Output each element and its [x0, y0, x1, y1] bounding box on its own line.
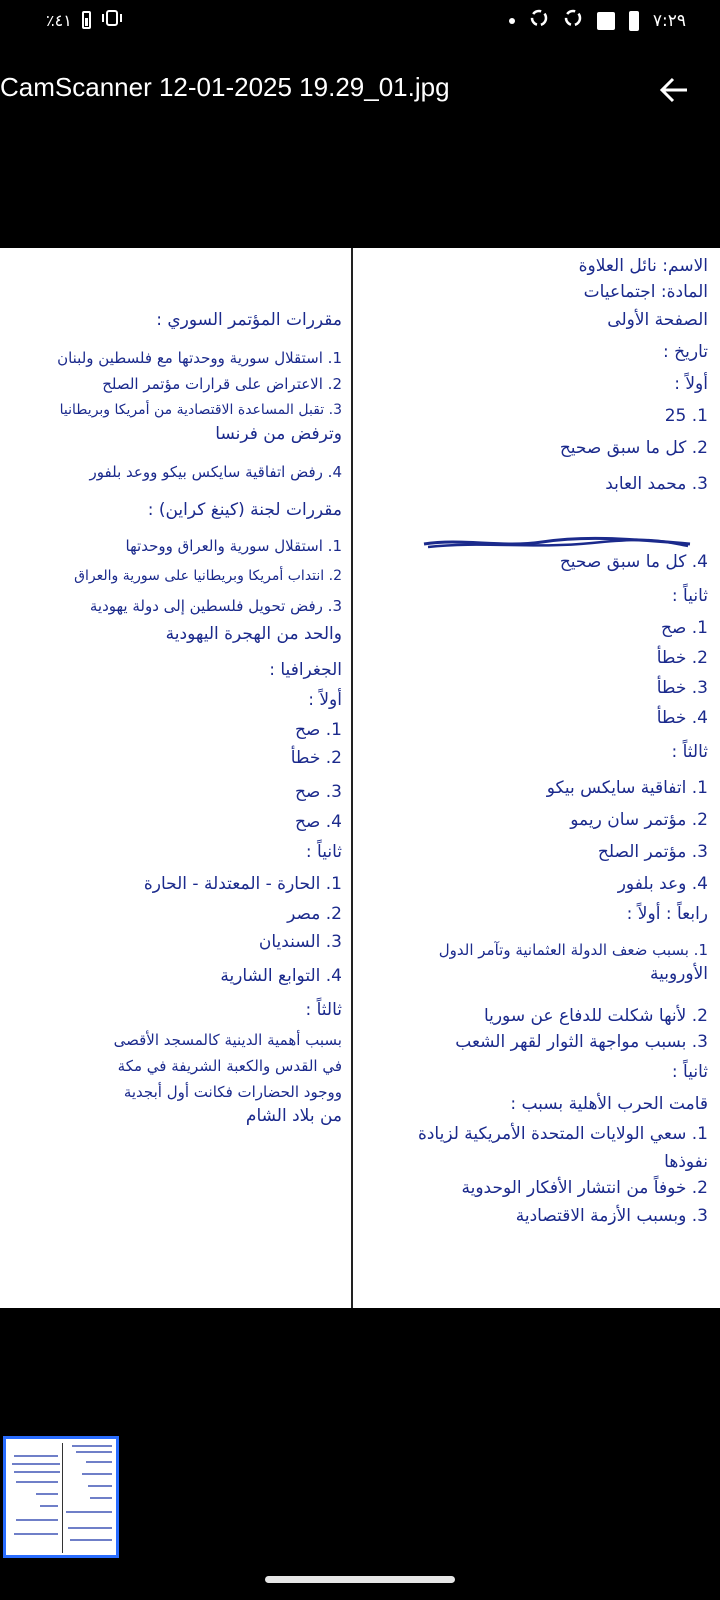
text-line: مقررات لجنة (كينغ كراين) :	[147, 500, 342, 520]
text-line: الاسم: نائل العلاوة	[578, 256, 708, 276]
thumbnail-line	[12, 1463, 60, 1465]
thumbnail-divider	[62, 1443, 63, 1553]
text-line: 2. انتداب أمريكا وبريطانيا على سورية والعراق	[74, 568, 342, 584]
app-notification-icon	[597, 12, 615, 30]
text-line: 2. خطأ	[290, 748, 342, 768]
text-line: نفوذها	[664, 1152, 708, 1172]
page-thumbnail[interactable]	[3, 1436, 119, 1558]
battery-icon	[82, 11, 91, 29]
text-line: ثانياً :	[671, 586, 708, 606]
text-line: 4. صح	[294, 812, 342, 832]
thumbnail-line	[14, 1533, 58, 1535]
thumbnail-line	[14, 1471, 60, 1473]
text-line: والحد من الهجرة اليهودية	[165, 624, 342, 644]
text-line: 1. استقلال سورية والعراق ووحدتها	[125, 537, 342, 555]
text-line: 3. صح	[294, 782, 342, 802]
thumbnail-line	[68, 1527, 112, 1529]
text-line: 3. رفض تحويل فلسطين إلى دولة يهودية	[89, 597, 342, 615]
text-line: 1. 25	[664, 406, 708, 426]
text-line: 2. خطأ	[656, 648, 708, 668]
text-line: 2. الاعتراض على قرارات مؤتمر الصلح	[102, 375, 342, 393]
clock: ٧:٢٩	[652, 10, 686, 31]
text-line: 4. وعد بلفور	[617, 874, 708, 894]
text-line: في القدس والكعبة الشريفة في مكة	[117, 1057, 342, 1075]
thumbnail-line	[72, 1445, 112, 1447]
text-line: 4. كل ما سبق صحيح	[559, 552, 708, 572]
text-line: أولاً :	[674, 374, 708, 394]
text-line: 3. مؤتمر الصلح	[597, 842, 708, 862]
back-button[interactable]	[654, 70, 694, 110]
text-line: ثانياً :	[671, 1062, 708, 1082]
text-line: المادة: اجتماعيات	[583, 282, 708, 302]
text-line: 1. الحارة - المعتدلة - الحارة	[143, 874, 342, 894]
battery-full-icon	[629, 11, 639, 31]
text-line: مقررات المؤتمر السوري :	[156, 310, 342, 330]
column-divider	[351, 248, 353, 1308]
sync-icon	[563, 8, 583, 33]
text-line: ثالثاً :	[671, 742, 708, 762]
thumbnail-line	[40, 1505, 58, 1507]
text-line: 1. سعي الولايات المتحدة الأمريكية لزيادة	[417, 1124, 708, 1144]
thumbnail-line	[36, 1493, 58, 1495]
text-line: 4. التوابع الشارية	[220, 966, 342, 986]
thumbnail-line	[16, 1519, 58, 1521]
battery-percent: ٪٤١	[46, 10, 72, 30]
text-line: ووجود الحضارات فكانت أول أبجدية	[123, 1083, 342, 1101]
home-indicator[interactable]	[265, 1576, 455, 1583]
text-line: ثانياً :	[305, 842, 342, 862]
text-line: 3. وبسبب الأزمة الاقتصادية	[515, 1206, 708, 1226]
status-right	[509, 8, 686, 33]
notification-dot-icon	[509, 18, 515, 24]
app-bar	[0, 60, 720, 120]
file-title: CamScanner 12-01-2025 19.29_01.jpg	[0, 72, 450, 102]
text-line: 2. لأنها شكلت للدفاع عن سوريا	[483, 1006, 708, 1026]
text-line: تاريخ :	[663, 342, 708, 362]
thumbnail-line	[88, 1485, 112, 1487]
text-line: وترفض من فرنسا	[215, 424, 342, 444]
status-left	[46, 10, 123, 30]
text-line: 1. اتفاقية سايكس بيكو	[546, 778, 708, 798]
vibrate-icon	[101, 10, 123, 30]
text-line: ثالثاً :	[305, 1000, 342, 1020]
scanned-document[interactable]	[0, 248, 720, 1308]
text-line: 3. محمد العابد	[605, 474, 708, 494]
text-line: 2. خوفاً من انتشار الأفكار الوحدوية	[461, 1178, 708, 1198]
text-line: 1. بسبب ضعف الدولة العثمانية وتآمر الدول	[438, 941, 708, 959]
text-line: 1. استقلال سورية ووحدتها مع فلسطين ولبنان	[57, 349, 342, 367]
text-line: قامت الحرب الأهلية بسبب :	[510, 1094, 708, 1114]
text-line: 3. خطأ	[656, 678, 708, 698]
text-line: 2. كل ما سبق صحيح	[559, 438, 708, 458]
thumbnail-line	[82, 1473, 112, 1475]
text-line: أولاً :	[308, 690, 342, 710]
crossed-out-scribble	[422, 536, 692, 550]
thumbnail-line	[86, 1461, 112, 1463]
status-bar	[0, 0, 720, 44]
text-line: الجغرافيا :	[269, 660, 342, 680]
thumbnail-line	[16, 1481, 58, 1483]
thumbnail-line	[14, 1455, 58, 1457]
thumbnail-line	[76, 1451, 112, 1453]
text-line: 2. مصر	[287, 904, 342, 924]
text-line: الأوروبية	[649, 964, 708, 984]
text-line: 3. السنديان	[258, 932, 342, 952]
thumbnail-line	[66, 1511, 112, 1513]
arrow-left-icon	[659, 77, 689, 103]
text-line: 4. خطأ	[656, 708, 708, 728]
thumbnail-line	[70, 1539, 112, 1541]
text-line: 3. تقبل المساعدة الاقتصادية من أمريكا وبريطانيا	[59, 402, 342, 418]
thumbnail-line	[90, 1497, 112, 1499]
text-line: رابعاً : أولاً :	[626, 904, 708, 924]
text-line: من بلاد الشام	[245, 1106, 342, 1126]
text-line: الصفحة الأولى	[607, 310, 708, 330]
text-line: بسبب أهمية الدينية كالمسجد الأقصى	[113, 1031, 342, 1049]
text-line: 4. رفض اتفاقية سايكس بيكو ووعد بلفور	[89, 463, 342, 481]
sync-icon	[529, 8, 549, 33]
text-line: 1. صح	[294, 720, 342, 740]
text-line: 3. بسبب مواجهة الثوار لقهر الشعب	[455, 1032, 708, 1052]
text-line: 2. مؤتمر سان ريمو	[570, 810, 708, 830]
text-line: 1. صح	[660, 618, 708, 638]
